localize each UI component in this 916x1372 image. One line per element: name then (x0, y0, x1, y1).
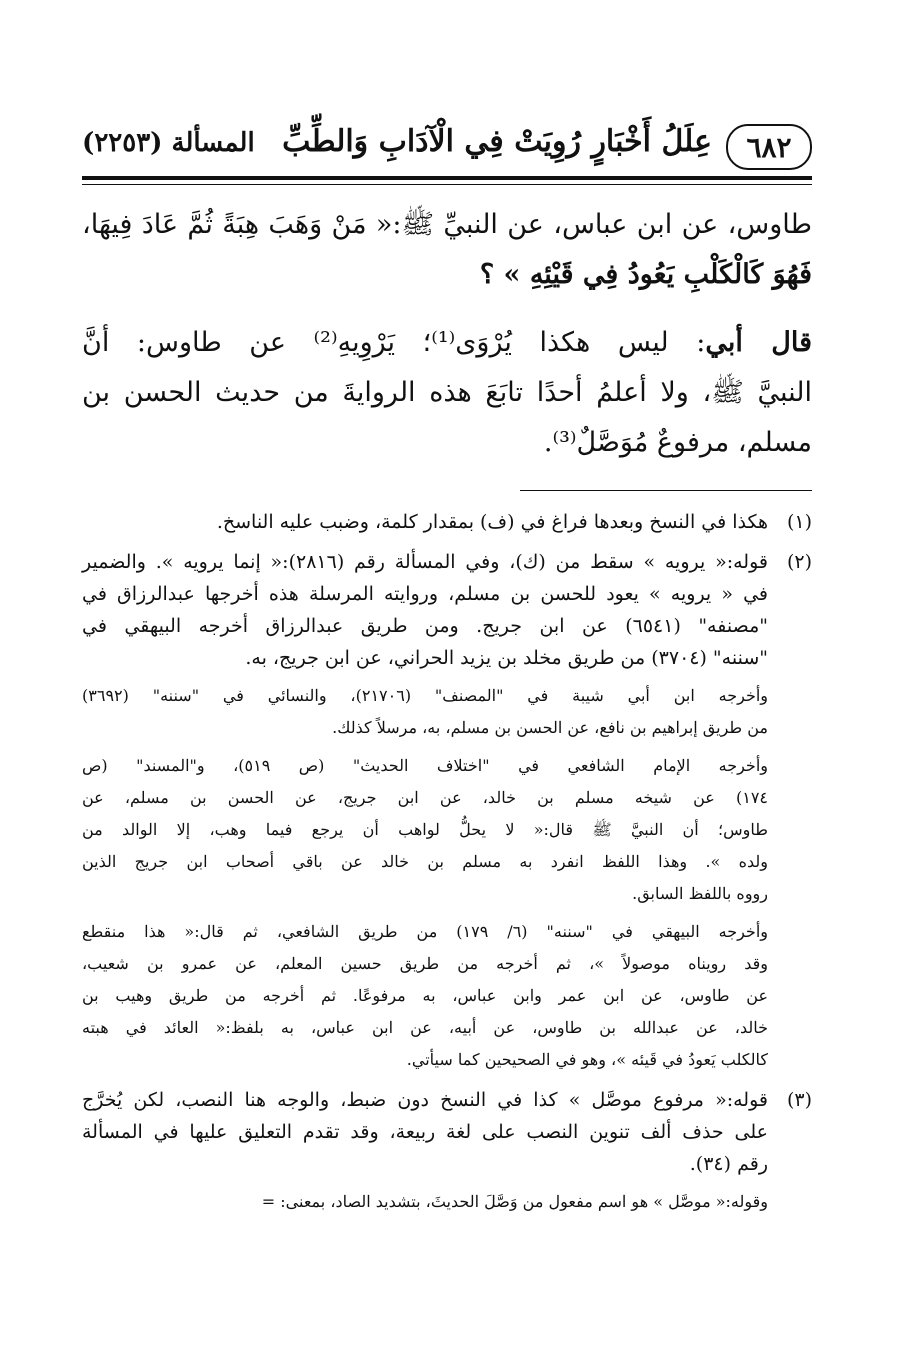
footnote-line: وأخرجه ابن أبي شيبة في "المصنف" (٢١٧٠٦)، والنسائي في "سننه" (٣٦٩٢) (82, 686, 769, 705)
footnote-line: قوله:« يرويه » سقط من (ك)، وفي المسألة رقم (٢٨١٦):« إنما يرويه ». والضمير (82, 551, 768, 573)
footnote-number: (٢) (786, 551, 812, 573)
main-paragraph-2 (82, 318, 812, 468)
footnotes (82, 506, 812, 1218)
header-rule-thin (82, 184, 812, 185)
speaker-label: قال أبي (705, 327, 812, 358)
footnote-line: "مصنفه" (٦٥٤١) عن ابن جريج. ومن طريق عبدالرزاق أخرجه البيهقي في (82, 615, 768, 637)
footnote-separator (520, 490, 812, 491)
main-line: مسلم، مرفوعٌ مُوَصَّلٌ⁽³⁾. (543, 427, 812, 458)
page-number-badge: ٦٨٢ (726, 124, 812, 170)
footnote-2 (82, 546, 812, 674)
header-rule-thick (82, 176, 812, 180)
footnote-line: "سننه" (٣٧٠٤) من طريق مخلد بن يزيد الحراني، عن ابن جريج، به. (245, 647, 768, 669)
footnote-line: كالكلب يَعودُ في قَيئه »، وهو في الصحيحين كما سيأتي. (406, 1050, 768, 1069)
footnote-number: (١) (786, 511, 812, 533)
main-paragraph-1 (82, 200, 812, 300)
footnote-number: (٣) (786, 1089, 812, 1111)
footnote-line: على حذف ألف تنوين النصب على لغة ربيعة، وقد تقدم التعليق عليها في المسألة (82, 1121, 768, 1143)
footnote-line: خالد، عن عبدالله بن طاوس، عن أبيه، عن ابن عباس، به بلفظ:« العائد في هبته (82, 1018, 768, 1037)
footnote-line: ولده ». وهذا اللفظ انفرد به مسلم بن خالد عن باقي أصحاب ابن جريج الذين (82, 852, 768, 871)
footnote-line: في « يرويه » يعود للحسن بن مسلم، وروايته المرسلة هذه أخرجها عبدالرزاق في (82, 583, 768, 605)
page-header (82, 118, 812, 174)
footnote-2-paragraph (82, 750, 812, 910)
main-line-rest: : ليس هكذا يُرْوَى⁽¹⁾؛ يَرْوِيهِ⁽²⁾ عن طاوس: أنَّ (82, 327, 706, 358)
footnote-line: عن طاوس، عن ابن عمر وابن عباس، به مرفوعًا. ثم أخرجه من طريق وهيب بن (82, 986, 768, 1005)
footnote-line: هكذا في النسخ وبعدها فراغ في (ف) بمقدار كلمة، وضبب عليه الناسخ. (216, 511, 768, 533)
footnote-2-paragraph (82, 916, 812, 1076)
footnote-3-paragraph (82, 1186, 812, 1218)
footnote-1 (82, 506, 812, 538)
footnote-line: وأخرجه البيهقي في "سننه" (٦/ ١٧٩) من طريق الشافعي، ثم قال:« هذا منقطع (82, 922, 768, 941)
footnote-line: طاوس؛ أن النبيَّ ﷺ قال:« لا يحلُّ لواهب أن يرجع فيما وهب، إلا الوالد من (82, 820, 768, 839)
footnote-line: وقوله:« موصَّل » هو اسم مفعول من وَصَّلَ الحديثَ، بتشديد الصاد، بمعنى: = (261, 1192, 768, 1211)
footnote-line: وأخرجه الإمام الشافعي في "اختلاف الحديث" (ص ٥١٩)، و"المسند" (ص (82, 756, 768, 775)
footnote-line: رقم (٣٤). (689, 1153, 768, 1175)
footnote-3 (82, 1084, 812, 1180)
footnote-line: رووه باللفظ السابق. (632, 884, 768, 903)
main-line: النبيَّ ﷺ، ولا أعلمُ أحدًا تابَعَ هذه الروايةَ من حديث الحسن بن (82, 377, 812, 408)
main-line (82, 318, 812, 368)
footnote-line: وقد رويناه موصولاً »، ثم أخرجه من طريق حسين المعلم، عن عمرو بن شعيب، (82, 954, 768, 973)
book-title: عِلَلُ أَخْبَارٍ رُوِيَتْ فِي الْآدَابِ وَالطِّبِّ (282, 124, 712, 159)
issue-label: المسألة (٢٢٥٣) (82, 128, 255, 158)
main-line: طاوس، عن ابن عباس، عن النبيِّ ﷺ:« مَنْ وَهَبَ هِبَةً ثُمَّ عَادَ فِيهَا، (82, 209, 812, 240)
footnote-line: ١٧٤) عن شيخه مسلم بن خالد، عن ابن جريج، عن الحسن بن مسلم، عن (82, 788, 768, 807)
footnote-2-paragraph (82, 680, 812, 744)
main-text (82, 200, 812, 468)
main-line: فَهُوَ كَالْكَلْبِ يَعُودُ فِي قَيْئِهِ » ؟ (479, 259, 812, 290)
footnote-line: قوله:« مرفوع موصَّل » كذا في النسخ دون ضبط، والوجه هنا النصب، لكن يُخرَّج (82, 1089, 768, 1111)
footnote-line: من طريق إبراهيم بن نافع، عن الحسن بن مسلم، به، مرسلاً كذلك. (332, 718, 768, 737)
